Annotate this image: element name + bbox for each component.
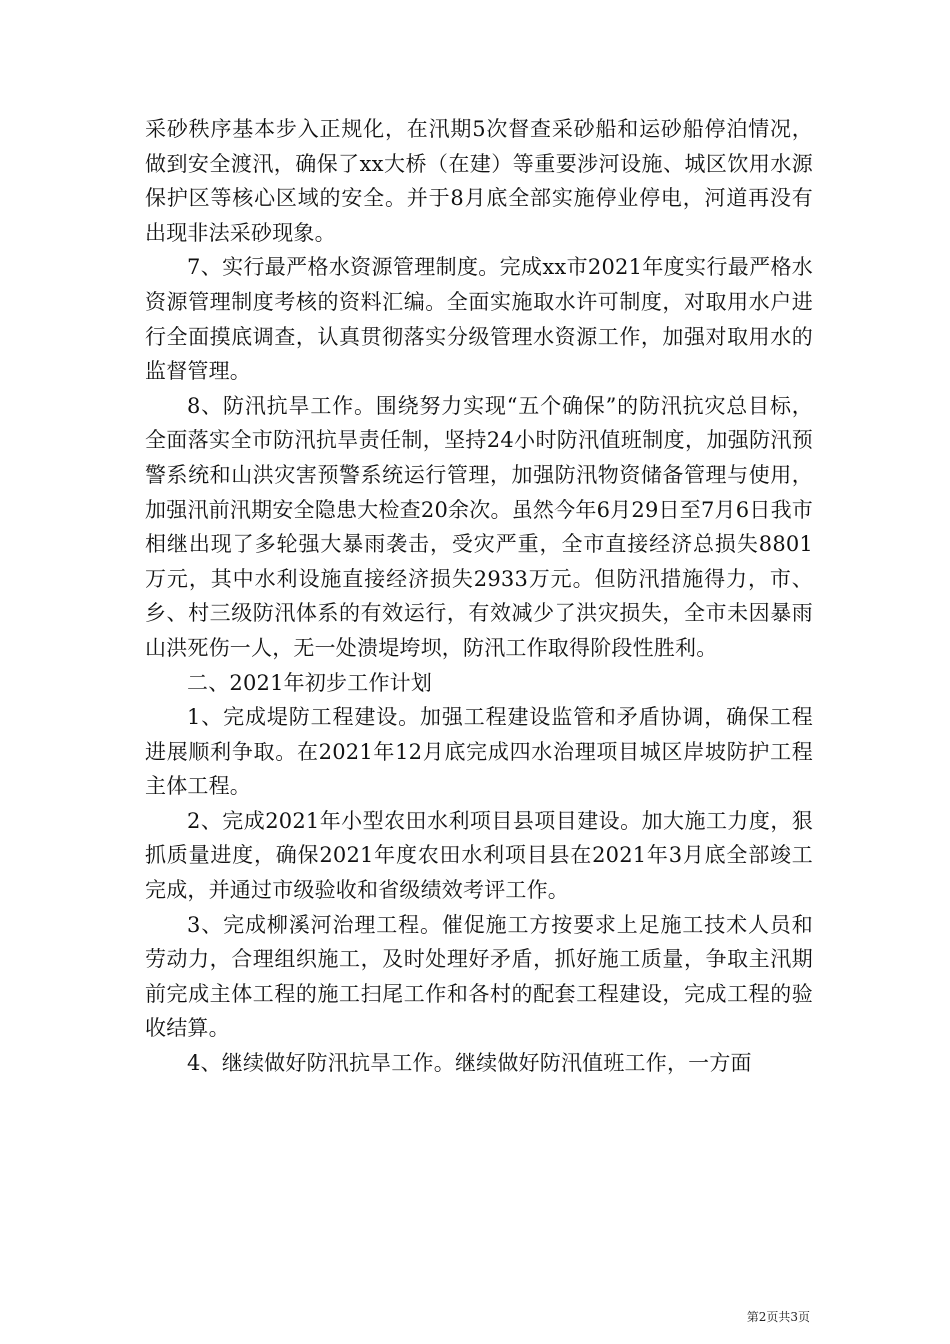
document-body bbox=[145, 112, 813, 1081]
paragraph-item-7: 7、实行最严格水资源管理制度。完成xx市2021年度实行最严格水资源管理制度考核的资料汇编。全面实施取水许可制度，对取用水户进行全面摸底调查，认真贯彻落实分级管理水资源工作，加强对取用水的监督管理。 bbox=[145, 255, 813, 384]
paragraph-plan-3: 3、完成柳溪河治理工程。催促施工方按要求上足施工技术人员和劳动力，合理组织施工，及时处理好矛盾，抓好施工质量，争取主汛期前完成主体工程的施工扫尾工作和各村的配套工程建设，完成工程的验收结算。 bbox=[145, 912, 813, 1041]
paragraph-item-8: 8、防汛抗旱工作。围绕努力实现“五个确保”的防汛抗灾总目标，全面落实全市防汛抗旱责任制，坚持24小时防汛值班制度，加强防汛预警系统和山洪灾害预警系统运行管理，加强防汛物资储备管理与使用，加强汛前汛期安全隐患大检查20余次。虽然今年6月29日至7月6日我市相继出现了多轮强大暴雨袭击，受灾严重，全市直接经济总损失8801万元，其中水利设施直接经济损失2933万元。但防汛措施得力，市、乡、村三级防汛体系的有效运行，有效减少了洪灾损失，全市未因暴雨山洪死伤一人，无一处溃堤垮坝，防汛工作取得阶段性胜利。 bbox=[145, 393, 813, 660]
section-heading-plan: 二、2021年初步工作计划 bbox=[187, 670, 433, 695]
paragraph-plan-4: 4、继续做好防汛抗旱工作。继续做好防汛值班工作，一方面 bbox=[187, 1051, 752, 1076]
paragraph-sand-mining: 采砂秩序基本步入正规化，在汛期5次督查采砂船和运砂船停泊情况，做到安全渡汛，确保了xx大桥（在建）等重要涉河设施、城区饮用水源保护区等核心区域的安全。并于8月底全部实施停业停电，河道再没有出现非法采砂现象。 bbox=[145, 117, 813, 245]
paragraph-plan-2: 2、完成2021年小型农田水利项目县项目建设。加大施工力度，狠抓质量进度，确保2021年度农田水利项目县在2021年3月底全部竣工完成，并通过市级验收和省级绩效考评工作。 bbox=[145, 808, 813, 903]
page-number-footer: 第2页共3页 bbox=[746, 1310, 810, 1324]
paragraph-plan-1: 1、完成堤防工程建设。加强工程建设监管和矛盾协调，确保工程进展顺利争取。在2021年12月底完成四水治理项目城区岸坡防护工程主体工程。 bbox=[145, 705, 813, 799]
